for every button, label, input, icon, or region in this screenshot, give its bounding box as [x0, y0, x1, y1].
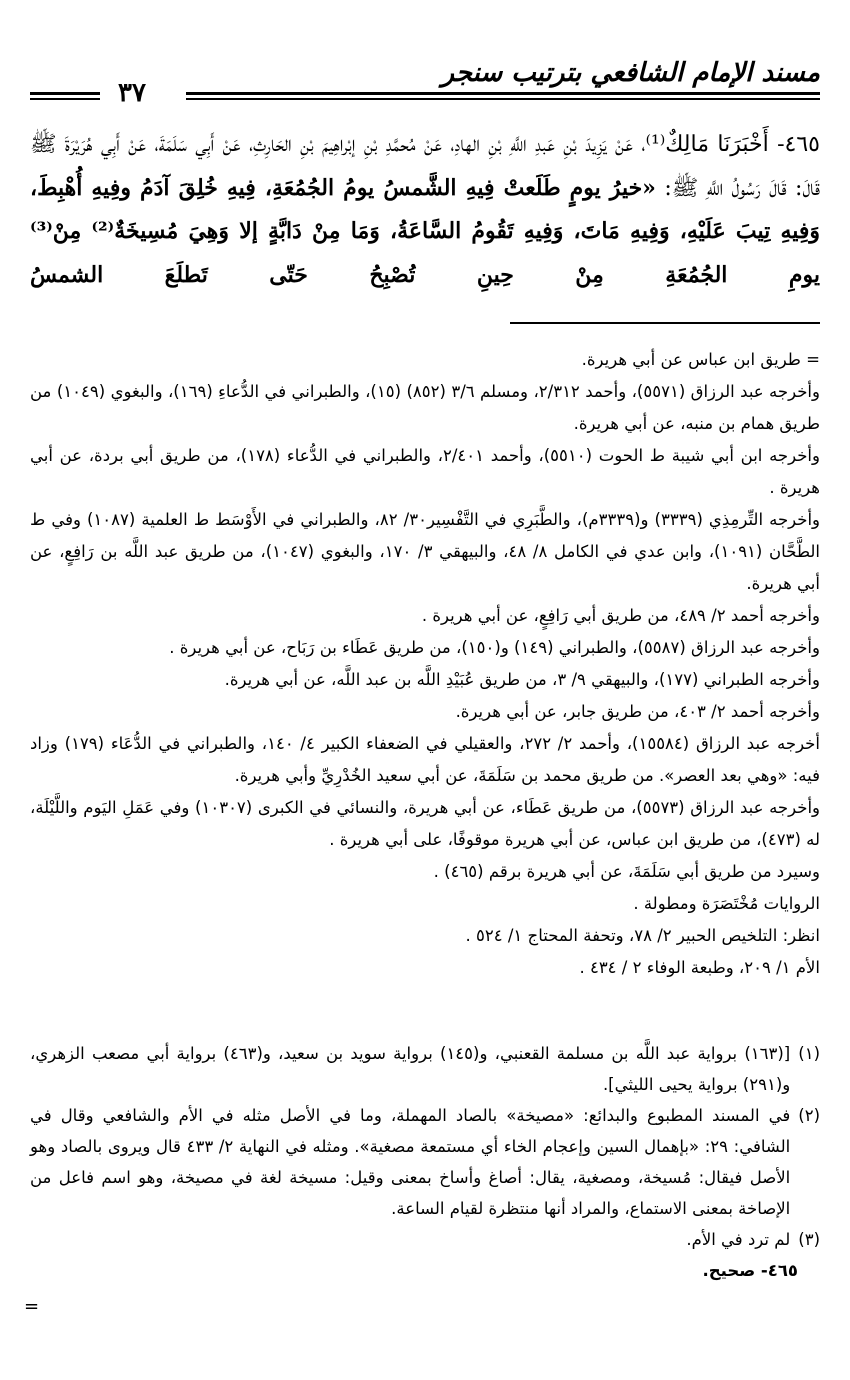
footnote-separator	[510, 322, 820, 324]
takhrij-paragraph: الروايات مُخْتَصَرَة ومطولة .	[633, 894, 820, 913]
takhrij-paragraph: وأخرجه عبد الرزاق (٥٥٨٧)، والطبراني (١٤٩) و(١٥٠)، من طريق عَطَاء بن رَبَاح، عن أبي هريرة .	[169, 638, 820, 657]
takhrij-section	[30, 344, 820, 984]
takhrij-paragraph: وأخرجه الطبراني (١٧٧)، والبيهقي ٩/ ٣، من طريق عُبَيْدِ اللَّه بن عبد اللَّه، عن أبي هريرة.	[224, 670, 820, 689]
continuation-mark: =	[24, 1296, 40, 1317]
footnote	[30, 1100, 820, 1224]
hadith-number: ٤٦٥	[784, 132, 820, 157]
hadith-text	[30, 124, 820, 297]
hadith-isnad: - أَخْبَرَنَا مَالِكٌ⁽¹⁾، عَنْ يَزِيدَ بْنِ عَبدِ اللَّهِ بْنِ الهادِ، عَنْ مُحمَّدِ بْنِ إبْراهِيمَ بْنِ الحَارِثِ، عَنْ أَبِي سَلَمَةَ، عَنْ أَبِي هُرَيْرَةَ ﷺ قَالَ: قَالَ رَسُولُ اللَّهِ ﷺ:	[30, 132, 820, 201]
takhrij-paragraph: وأخرجه أحمد ٢/ ٤٨٩، من طريق أبي رَافِعٍ، عن أبي هريرة .	[421, 606, 820, 625]
header-rule	[186, 92, 820, 95]
page-number: ٣٧	[118, 78, 146, 108]
footnote	[30, 1038, 820, 1100]
takhrij-paragraph: = طريق ابن عباس عن أبي هريرة.	[581, 350, 820, 369]
header-rule-thin	[186, 98, 820, 100]
takhrij-paragraph: وأخرجه ابن أبي شيبة ط الحوت (٥٥١٠)، وأحمد ٢/٤٠١، والطبراني في الدُّعاء (١٧٨)، من طريق أبي بردة، عن أبي هريرة .	[30, 446, 820, 497]
footnote-number: (٣)	[798, 1230, 820, 1249]
takhrij-paragraph: وأخرجه أحمد ٢/ ٤٠٣، من طريق جابر، عن أبي هريرة.	[455, 702, 820, 721]
footnote-text: في المسند المطبوع والبدائع: «مصيخة» بالصاد المهملة، وما في الأصل مثله في الأم والشافعي وقال في الشافي: ٢٩: «بإهمال السين وإعجام الخاء أي مستمعة مصغية». ومثله في النهاية ٢/ ٤٣٣ قال ويروى بالصاد وهو الأصل فيقال: مُسيخة، ومصغية، يقال: أصاغ وأساخ بمعنى وقيل: مسيخة لغة في مصيخة، وهو اسم فاعل من الإصاخة بمعنى الاستماع، والمراد أنها منتظرة لقيام الساعة.	[30, 1106, 791, 1218]
hadith-grading: ٤٦٥- صحيح.	[702, 1261, 798, 1280]
takhrij-paragraph: أخرجه عبد الرزاق (١٥٥٨٤)، وأحمد ٢/ ٢٧٢، والعقيلي في الضعفاء الكبير ٤/ ١٤٠، والطبراني في الدُّعَاء (١٧٩) وزاد فيه: «وهي بعد العصر». من طريق محمد بن سَلَمَةَ، عن أبي سعيد الخُدْرِيِّ وأبي هريرة.	[30, 734, 820, 785]
footnotes	[30, 1038, 820, 1286]
header-rule-left	[30, 92, 100, 95]
takhrij-paragraph: وسيرد من طريق أبي سَلَمَةَ، عن أبي هريرة برقم (٤٦٥) .	[433, 862, 820, 881]
takhrij-paragraph: الأم ١/ ٢٠٩، وطبعة الوفاء ٢ / ٤٣٤ .	[579, 958, 820, 977]
footnote-number: (٢)	[798, 1106, 820, 1125]
footnote	[30, 1224, 820, 1255]
footnote-text: [(١٦٣) برواية عبد اللَّه بن مسلمة القعنبي، و(١٤٥) برواية سويد بن سعيد، و(٤٦٣) برواية أبي مصعب الزهري، و(٢٩١) برواية يحيى الليثي].	[30, 1044, 791, 1094]
running-title: مسند الإمام الشافعي بترتيب سنجر	[441, 58, 820, 88]
takhrij-paragraph: وأخرجه التِّرمِذِي (٣٣٣٩) و(٣٣٣٩م)، والطَّبَرِي في التَّفْسِير٣٠/ ٨٢، والطبراني في الأَوْسَط ط العلمية (١٠٨٧) وفي ط الطَّحَّان (١٠٩١)، وابن عدي في الكامل ٨/ ٤٨، والبيهقي ٣/ ١٧٠، والبغوي (١٠٤٧)، من طريق عبد اللَّه بن رَافِعٍ، عن أبي هريرة.	[30, 510, 821, 593]
header-rule-left-thin	[30, 98, 100, 100]
takhrij-paragraph: انظر: التلخيص الحبير ٢/ ٧٨، وتحفة المحتاج ١/ ٥٢٤ .	[465, 926, 820, 945]
takhrij-paragraph: وأخرجه عبد الرزاق (٥٥٧١)، وأحمد ٢/٣١٢، ومسلم ٣/٦ (٨٥٢) (١٥)، والطبراني في الدُّعاءِ (١٦٩)، والبغوي (١٠٤٩) من طريق همام بن منبه، عن أبي هريرة.	[30, 382, 820, 433]
takhrij-paragraph: وأخرجه عبد الرزاق (٥٥٧٣)، من طريق عَطَاء، عن أبي هريرة، والنسائي في الكبرى (١٠٣٠٧) وفي عَمَلِ اليَوم واللَّيْلَة، له (٤٧٣)، من طريق ابن عباس، عن أبي هريرة موقوفًا، على أبي هريرة .	[30, 798, 820, 849]
hadith-matn: «خيرُ يومٍ طَلَعتْ فِيهِ الشَّمسُ يومُ الجُمُعَةِ، فِيهِ خُلِقَ آدَمُ وفِيهِ أُهْبِطَ، وَفِيهِ تِيبَ عَلَيْهِ، وَفِيهِ مَاتَ، وَفِيهِ تَقُومُ السَّاعَةُ، وَمَا مِنْ دَابَّةٍ إلا وَهِيَ مُسِيخَةٌ⁽²⁾ مِنْ⁽³⁾ يومِ الجُمُعَةِ مِنْ حِينِ تُصْبِحُ حَتّى تَطلَعَ الشمسُ	[30, 174, 821, 288]
footnote-text: لم ترد في الأم.	[686, 1230, 791, 1249]
footnote-number: (١)	[798, 1044, 820, 1063]
